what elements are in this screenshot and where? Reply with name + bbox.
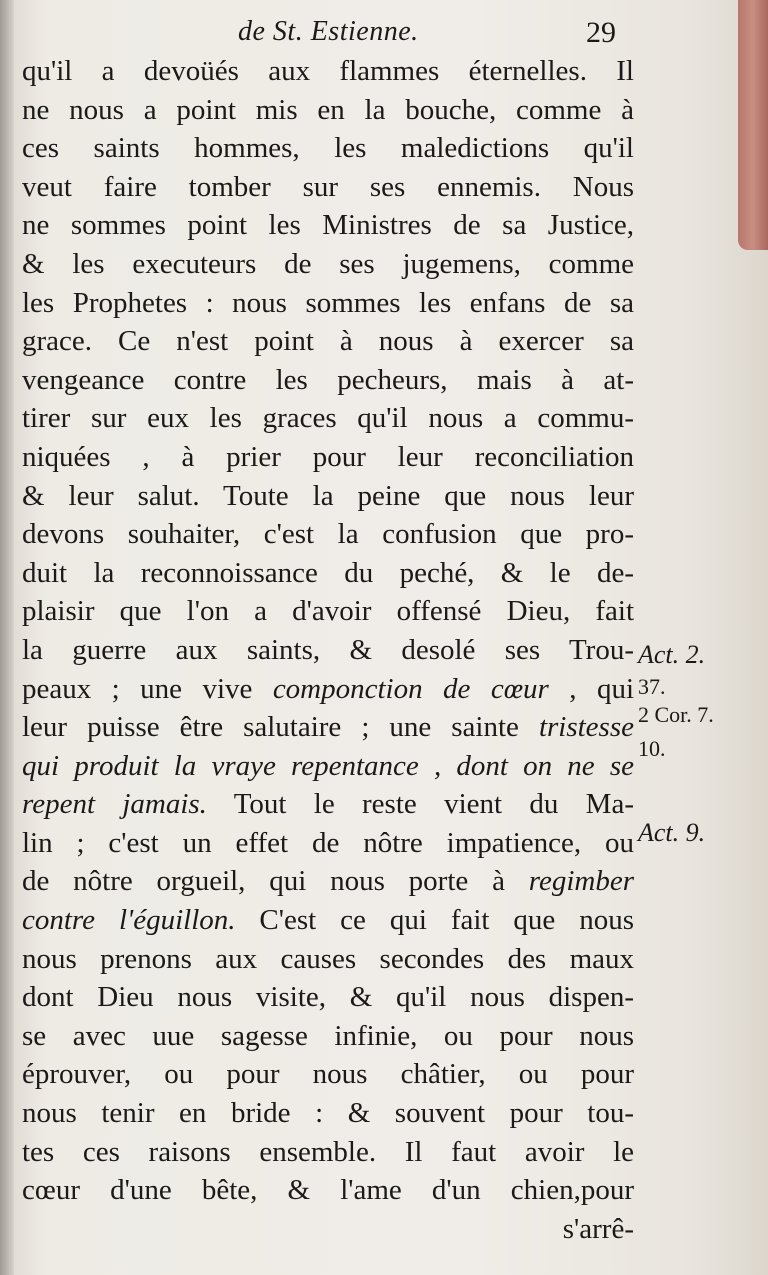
text-line bbox=[22, 901, 634, 940]
text-segment: ne sommes point les Ministres de sa Justice, bbox=[22, 209, 634, 242]
text-segment: & leur salut. Toute la peine que nous leur bbox=[22, 479, 634, 512]
text-segment: C'est ce qui fait que nous bbox=[235, 904, 634, 937]
text-line bbox=[22, 1171, 634, 1210]
text-line bbox=[22, 670, 634, 709]
text-line bbox=[22, 708, 634, 747]
text-segment: cœur d'une bête, & l'ame d'un chien,pour bbox=[22, 1174, 634, 1207]
text-line bbox=[22, 1210, 634, 1249]
text-line bbox=[22, 515, 634, 554]
text-segment: ne nous a point mis en la bouche, comme à bbox=[22, 93, 634, 126]
text-line bbox=[22, 206, 634, 245]
text-segment: nous prenons aux causes secondes des maux bbox=[22, 942, 634, 975]
text-line bbox=[22, 322, 634, 361]
text-segment: contre l'éguillon. bbox=[22, 904, 236, 937]
text-segment: les Prophetes : nous sommes les enfans de sa bbox=[22, 286, 634, 319]
text-segment: éprouver, ou pour nous châtier, ou pour bbox=[22, 1058, 634, 1091]
gutter-shadow bbox=[0, 0, 14, 1275]
text-segment: plaisir que l'on a d'avoir offensé Dieu, fait bbox=[22, 595, 634, 628]
page-header bbox=[0, 14, 768, 54]
margin-note-act-9: Act. 9. bbox=[638, 818, 706, 847]
text-segment: Tout le reste vient du Ma- bbox=[206, 788, 634, 821]
text-line bbox=[22, 1017, 634, 1056]
margin-note-2-cor: 2 Cor. 7. bbox=[638, 702, 714, 727]
text-segment: la guerre aux saints, & desolé ses Trou- bbox=[22, 633, 634, 666]
text-segment: dont Dieu nous visite, & qu'il nous dispen- bbox=[22, 981, 634, 1014]
text-line bbox=[22, 91, 634, 130]
text-segment: , qui bbox=[548, 672, 635, 705]
text-segment: tirer sur eux les graces qu'il nous a commu- bbox=[22, 402, 634, 435]
text-line bbox=[22, 824, 634, 863]
text-line bbox=[22, 554, 634, 593]
text-line bbox=[22, 361, 634, 400]
text-segment: duit la reconnoissance du peché, & le de- bbox=[22, 556, 634, 589]
text-segment: grace. Ce n'est point à nous à exercer sa bbox=[22, 325, 634, 358]
text-line bbox=[22, 1094, 634, 1133]
margin-note-act-2: Act. 2. bbox=[638, 640, 706, 669]
text-line bbox=[22, 245, 634, 284]
text-line bbox=[22, 747, 634, 786]
text-segment: regimber bbox=[528, 865, 634, 898]
text-line bbox=[22, 438, 634, 477]
text-segment: se avec uue sagesse infinie, ou pour nous bbox=[22, 1019, 634, 1052]
text-segment: repent jamais. bbox=[22, 788, 207, 821]
text-segment: nous tenir en bride : & souvent pour tou- bbox=[22, 1097, 634, 1130]
text-segment: niquées , à prier pour leur reconciliation bbox=[22, 440, 634, 473]
text-line bbox=[22, 284, 634, 323]
text-line bbox=[22, 477, 634, 516]
text-segment: de nôtre orgueil, qui nous porte à bbox=[22, 865, 529, 898]
text-line bbox=[22, 978, 634, 1017]
text-line bbox=[22, 1133, 634, 1172]
text-segment: qu'il a devoüés aux flammes éternelles. Il bbox=[22, 55, 634, 87]
text-segment: leur puisse être salutaire ; une sainte bbox=[22, 711, 539, 744]
text-segment: lin ; c'est un effet de nôtre impatience, ou bbox=[22, 826, 634, 859]
text-line bbox=[22, 52, 634, 91]
margin-note-act-2-verse: 37. bbox=[638, 674, 666, 699]
margin-note-2-cor-verse: 10. bbox=[638, 736, 666, 761]
running-head: de St. Estienne. bbox=[238, 16, 419, 47]
text-line bbox=[22, 631, 634, 670]
body-text bbox=[22, 52, 634, 1248]
text-segment: devons souhaiter, c'est la confusion que pro- bbox=[22, 518, 634, 551]
text-segment: peaux ; une vive bbox=[22, 672, 273, 705]
text-line bbox=[22, 862, 634, 901]
text-line bbox=[22, 168, 634, 207]
text-segment: ces saints hommes, les maledictions qu'il bbox=[22, 132, 634, 165]
text-segment: veut faire tomber sur ses ennemis. Nous bbox=[22, 170, 634, 203]
text-segment: qui produit la vraye repentance , dont on ne se bbox=[22, 749, 634, 782]
page-number: 29 bbox=[586, 16, 616, 49]
text-segment: componction de cœur bbox=[272, 672, 549, 705]
text-line bbox=[22, 592, 634, 631]
text-segment: vengeance contre les pecheurs, mais à at- bbox=[22, 363, 634, 396]
text-segment: & les executeurs de ses jugemens, comme bbox=[22, 247, 634, 280]
text-line bbox=[22, 129, 634, 168]
text-line bbox=[22, 399, 634, 438]
text-line bbox=[22, 1055, 634, 1094]
text-line bbox=[22, 785, 634, 824]
text-segment: tristesse bbox=[538, 711, 634, 744]
text-line bbox=[22, 940, 634, 979]
text-segment: s'arrê- bbox=[562, 1212, 634, 1245]
text-segment: tes ces raisons ensemble. Il faut avoir le bbox=[22, 1135, 634, 1168]
